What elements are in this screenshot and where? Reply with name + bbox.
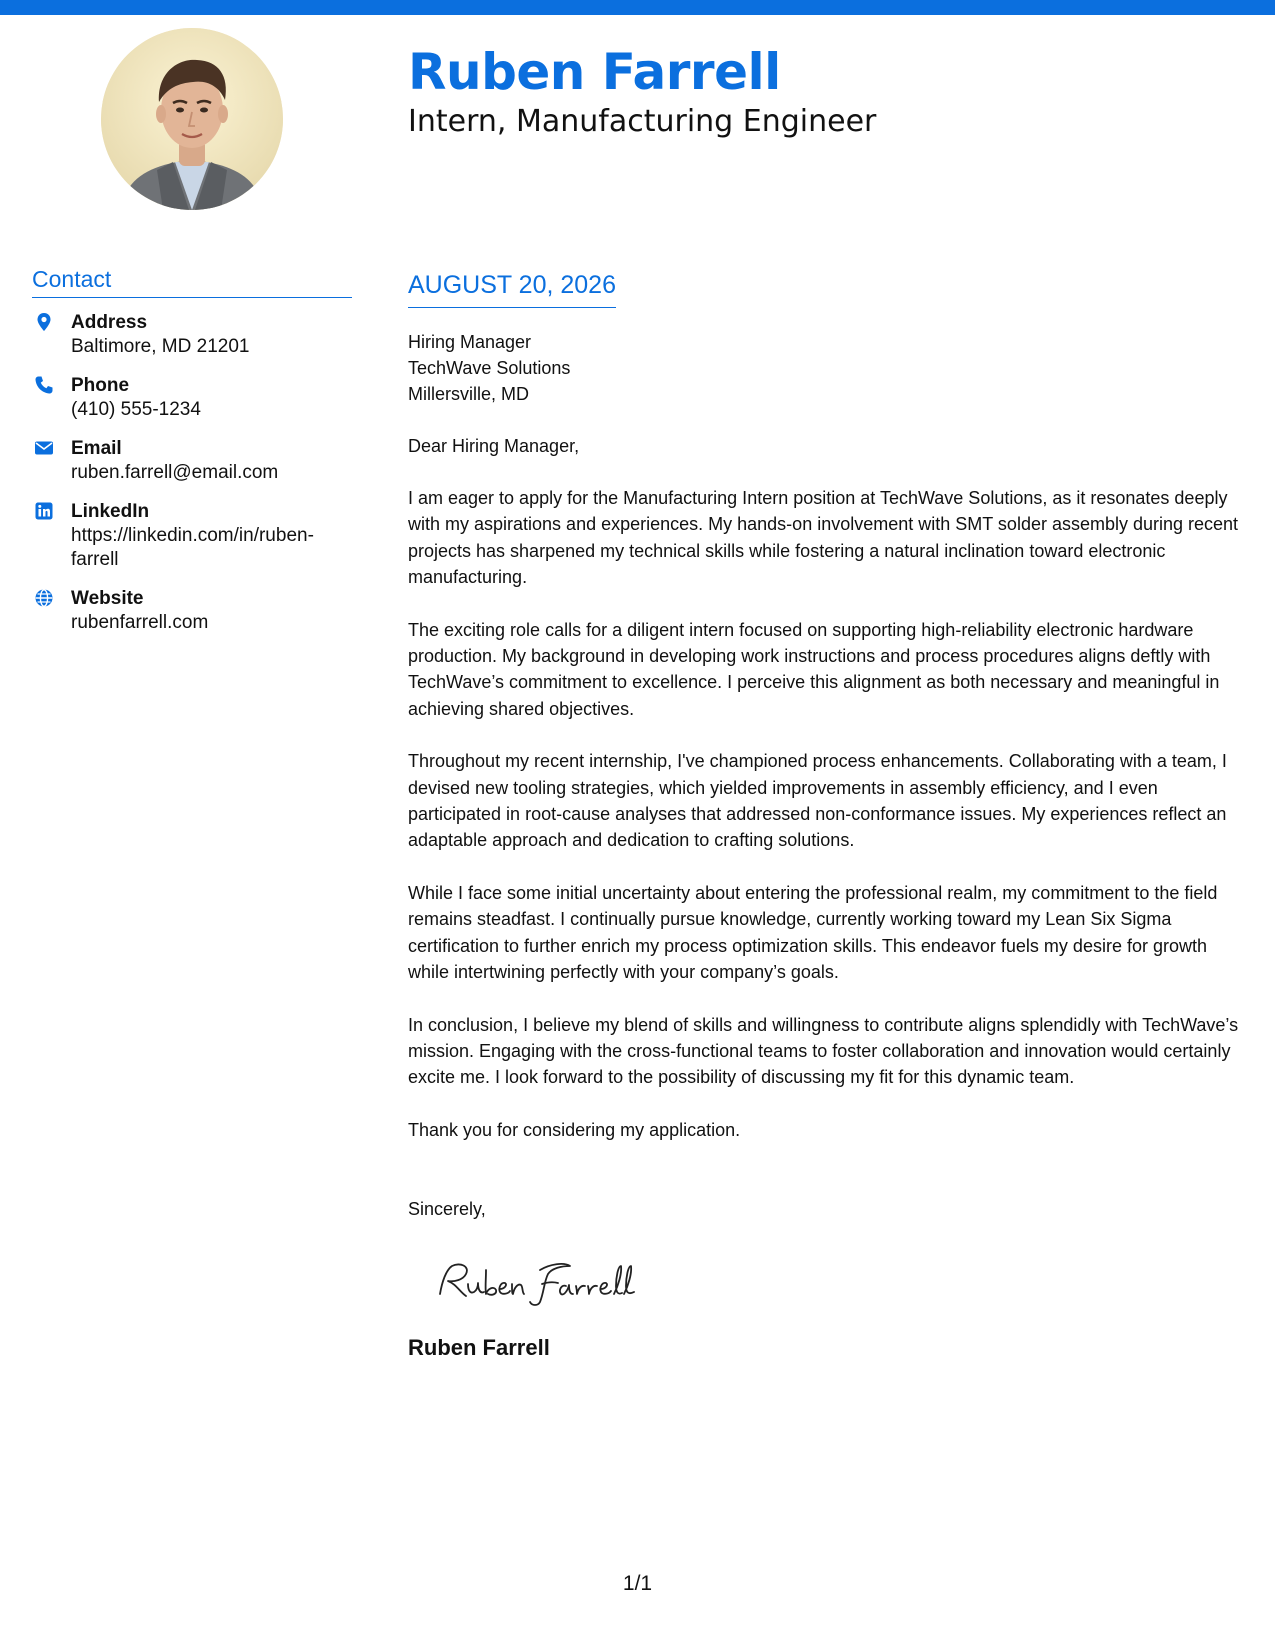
contact-item-website (32, 586, 352, 635)
contact-sidebar (32, 264, 352, 649)
contact-label-phone: Phone (71, 375, 130, 396)
top-accent-bar (0, 0, 1275, 15)
contact-value-address: Baltimore, MD 21201 (71, 336, 250, 357)
recipient-line: Hiring Manager (408, 332, 532, 352)
recipient-line: Millersville, MD (408, 384, 529, 404)
globe-icon (34, 588, 54, 608)
profile-photo (101, 28, 283, 210)
closing: Sincerely, (408, 1199, 486, 1220)
letter-paragraph: The exciting role calls for a diligent intern focused on supporting high-reliability electronic hardware production. My background in developing work instructions and process procedures aligns deftly with TechWave’s commitment to excellence. I perceive this alignment as both necessary and meaningful in achieving shared objectives. (408, 619, 1220, 719)
page-number: 1/1 (622, 1572, 653, 1595)
letter-paragraph: Throughout my recent internship, I've championed process enhancements. Collaborating with a team, I devised new tooling strategies, which yielded improvements in assembly efficiency, and I even participated in root-cause analyses that addressed non-conformance issues. My experiences reflect an adaptable approach and dedication to crafting solutions. (408, 751, 1227, 851)
recipient-line: TechWave Solutions (408, 358, 571, 378)
contact-item-linkedin (32, 499, 352, 572)
handwritten-signature (430, 1252, 690, 1312)
email-icon (34, 438, 54, 458)
recipient-block (408, 329, 1248, 407)
candidate-name: Ruben Farrell (408, 43, 781, 101)
linkedin-icon (34, 501, 54, 521)
contact-label-address: Address (71, 312, 148, 333)
contact-value-email[interactable]: ruben.farrell@email.com (71, 462, 279, 483)
letter-body (408, 268, 1248, 1362)
letter-paragraph: While I face some initial uncertainty about entering the professional realm, my commitment to the field remains steadfast. I continually pursue knowledge, currently working toward my Lean Six Sigma certification to further enrich my process optimization skills. This endeavor fuels my desire for growth while intertwining perfectly with your company’s goals. (408, 882, 1218, 983)
contact-item-phone (32, 373, 352, 422)
contact-label-email: Email (71, 438, 122, 459)
contact-value-phone: (410) 555-1234 (71, 399, 201, 420)
location-pin-icon (34, 312, 54, 332)
contact-value-linkedin[interactable]: https://linkedin.com/in/ruben-farrell (71, 525, 314, 570)
contact-item-address (32, 310, 352, 359)
letter-date: AUGUST 20, 2026 (408, 268, 616, 308)
letter-paragraph: I am eager to apply for the Manufacturing Intern position at TechWave Solutions, as it resonates deeply with my aspirations and experiences. My hands-on involvement with SMT solder assembly during recent projects has sharpened my technical skills while fostering a natural inclination toward electronic manufacturing. (408, 488, 1239, 588)
letter-paragraph: In conclusion, I believe my blend of skills and willingness to contribute aligns splendidly with TechWave’s mission. Engaging with the cross-functional teams to foster collaboration and innovation would certainly excite me. I look forward to the possibility of discussing my fit for this dynamic team. (408, 1014, 1239, 1088)
contact-item-email (32, 436, 352, 485)
contact-label-website: Website (71, 588, 144, 609)
phone-icon (34, 375, 54, 395)
greeting: Dear Hiring Manager, (408, 436, 580, 456)
contact-heading: Contact (32, 264, 352, 298)
signer-name: Ruben Farrell (408, 1335, 550, 1361)
contact-value-website[interactable]: rubenfarrell.com (71, 612, 209, 633)
candidate-title: Intern, Manufacturing Engineer (408, 104, 877, 139)
contact-label-linkedin: LinkedIn (71, 501, 150, 522)
letter-paragraph: Thank you for considering my application. (408, 1119, 741, 1140)
